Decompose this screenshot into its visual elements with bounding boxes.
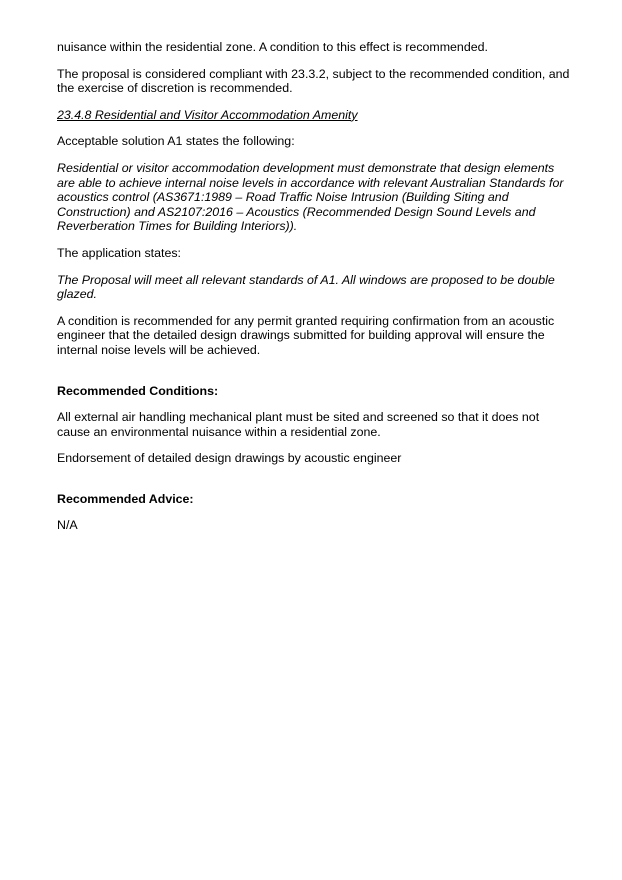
paragraph-compliance: The proposal is considered compliant with 23.3.2, subject to the recommended condition, and the exercise of discretion is recommended. (57, 66, 570, 96)
document-page (57, 40, 572, 533)
section-heading: 23.4.8 Residential and Visitor Accommodation Amenity (57, 107, 358, 122)
paragraph-condition-recommended: A condition is recommended for any permit granted requiring confirmation from an acoustic engineer that the detailed design drawings submitted for building approval will ensure the internal noise levels will be achieved. (57, 313, 555, 357)
paragraph-acceptable-solution: Acceptable solution A1 states the following: (57, 134, 295, 149)
paragraph-application-states: The application states: (57, 245, 181, 260)
quote-acceptable-solution-a1: Residential or visitor accommodation development must demonstrate that design elements are able to achieve internal noise levels in accordance with relevant Australian Standards for acoustics control (AS3671:1989 – Road Traffic Noise Intrusion (Building Siting and Construction) and AS2107:2016 – Acoustics (Recommended Design Sound Levels and Reverberation Times for Building Interiors)). (57, 160, 564, 234)
quote-application: The Proposal will meet all relevant standards of A1. All windows are proposed to be double glazed. (57, 272, 555, 302)
condition-item-acoustic-engineer: Endorsement of detailed design drawings by acoustic engineer (57, 451, 402, 466)
advice-text: N/A (57, 518, 78, 533)
recommended-advice-heading: Recommended Advice: (57, 491, 194, 506)
paragraph-continuation: nuisance within the residential zone. A condition to this effect is recommended. (57, 40, 488, 54)
condition-item-mechanical-plant: All external air handling mechanical plant must be sited and screened so that it does not cause an environmental nuisance within a residential zone. (57, 410, 540, 439)
recommended-conditions-heading: Recommended Conditions: (57, 383, 219, 398)
